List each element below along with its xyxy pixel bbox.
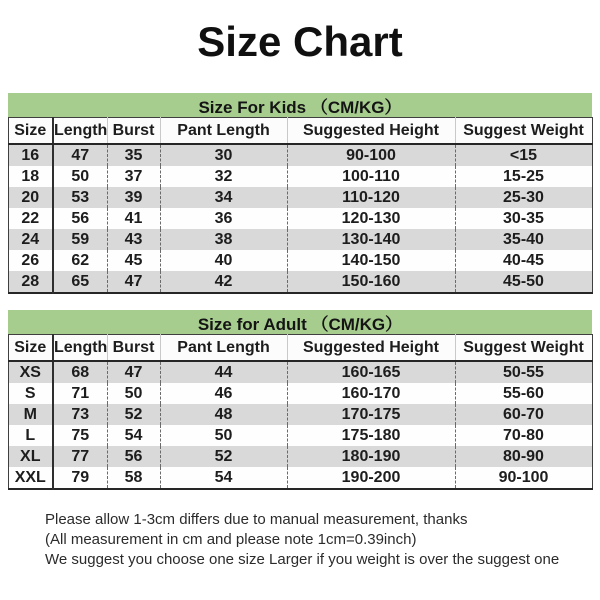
cell-pant-length: 50 bbox=[160, 425, 287, 446]
col-header-pant-length: Pant Length bbox=[160, 335, 287, 362]
cell-pant-length: 34 bbox=[160, 187, 287, 208]
cell-burst: 47 bbox=[107, 271, 160, 293]
kids-header-row bbox=[8, 118, 592, 145]
cell-size: M bbox=[23, 405, 37, 423]
cell-suggest-weight: 60-70 bbox=[455, 404, 592, 425]
cell-size: 20 bbox=[21, 188, 40, 206]
cell-pant-length: 42 bbox=[160, 271, 287, 293]
cell-suggest-weight: 15-25 bbox=[455, 166, 592, 187]
cell-length: 71 bbox=[53, 383, 107, 404]
cell-suggest-weight: 40-45 bbox=[455, 250, 592, 271]
cell-size: XS bbox=[19, 363, 41, 381]
cell-suggested-height: 120-130 bbox=[287, 208, 455, 229]
cell-length: 68 bbox=[53, 361, 107, 383]
footer-line-1: Please allow 1-3cm differs due to manual measurement, thanks bbox=[45, 511, 468, 528]
table-row bbox=[8, 383, 592, 404]
cell-size: L bbox=[25, 426, 36, 444]
table-row bbox=[8, 446, 592, 467]
cell-pant-length: 40 bbox=[160, 250, 287, 271]
table-row bbox=[8, 208, 592, 229]
cell-burst: 41 bbox=[107, 208, 160, 229]
adult-header-row bbox=[8, 335, 592, 362]
kids-section-band bbox=[8, 93, 592, 117]
cell-burst: 50 bbox=[107, 383, 160, 404]
cell-suggested-height: 130-140 bbox=[287, 229, 455, 250]
table-row bbox=[8, 144, 592, 166]
footer-line-2: (All measurement in cm and please note 1cm=0.39inch) bbox=[45, 531, 417, 548]
col-header-burst: Burst bbox=[107, 118, 160, 145]
cell-size: 28 bbox=[21, 272, 40, 290]
table-row bbox=[8, 361, 592, 383]
cell-suggest-weight: <15 bbox=[455, 144, 592, 166]
cell-size: XL bbox=[20, 447, 41, 465]
cell-suggested-height: 90-100 bbox=[287, 144, 455, 166]
cell-size: 18 bbox=[21, 167, 40, 185]
cell-suggested-height: 160-170 bbox=[287, 383, 455, 404]
cell-suggested-height: 100-110 bbox=[287, 166, 455, 187]
cell-suggest-weight: 55-60 bbox=[455, 383, 592, 404]
cell-pant-length: 44 bbox=[160, 361, 287, 383]
table-row bbox=[8, 166, 592, 187]
cell-length: 50 bbox=[53, 166, 107, 187]
cell-suggest-weight: 50-55 bbox=[455, 361, 592, 383]
cell-burst: 56 bbox=[107, 446, 160, 467]
cell-burst: 35 bbox=[107, 144, 160, 166]
cell-suggest-weight: 35-40 bbox=[455, 229, 592, 250]
cell-length: 73 bbox=[53, 404, 107, 425]
cell-burst: 37 bbox=[107, 166, 160, 187]
cell-suggested-height: 180-190 bbox=[287, 446, 455, 467]
col-header-pant-length: Pant Length bbox=[160, 118, 287, 145]
cell-suggested-height: 160-165 bbox=[287, 361, 455, 383]
cell-pant-length: 52 bbox=[160, 446, 287, 467]
cell-length: 77 bbox=[53, 446, 107, 467]
col-header-size: Size bbox=[8, 335, 53, 362]
cell-burst: 47 bbox=[107, 361, 160, 383]
cell-suggest-weight: 45-50 bbox=[455, 271, 592, 293]
col-header-suggested-height: Suggested Height bbox=[287, 335, 455, 362]
kids-section-title: Size For Kids （CM/KG） bbox=[198, 97, 402, 117]
cell-suggest-weight: 90-100 bbox=[455, 467, 592, 489]
adult-section-band bbox=[8, 310, 592, 334]
cell-pant-length: 54 bbox=[160, 467, 287, 489]
cell-length: 62 bbox=[53, 250, 107, 271]
cell-size: 26 bbox=[21, 251, 40, 269]
cell-suggested-height: 150-160 bbox=[287, 271, 455, 293]
cell-burst: 52 bbox=[107, 404, 160, 425]
cell-pant-length: 36 bbox=[160, 208, 287, 229]
cell-suggest-weight: 80-90 bbox=[455, 446, 592, 467]
col-header-suggest-weight: Suggest Weight bbox=[455, 335, 592, 362]
cell-pant-length: 32 bbox=[160, 166, 287, 187]
col-header-length: Length bbox=[53, 118, 107, 145]
cell-length: 75 bbox=[53, 425, 107, 446]
cell-size: 16 bbox=[21, 146, 40, 164]
cell-suggested-height: 175-180 bbox=[287, 425, 455, 446]
footer-line-3: We suggest you choose one size Larger if you weight is over the suggest one bbox=[45, 551, 560, 568]
cell-pant-length: 38 bbox=[160, 229, 287, 250]
table-row bbox=[8, 271, 592, 293]
table-row bbox=[8, 250, 592, 271]
cell-pant-length: 46 bbox=[160, 383, 287, 404]
cell-burst: 39 bbox=[107, 187, 160, 208]
cell-length: 79 bbox=[53, 467, 107, 489]
adult-section-title: Size for Adult （CM/KG） bbox=[197, 314, 403, 334]
col-header-suggested-height: Suggested Height bbox=[287, 118, 455, 145]
cell-size: S bbox=[24, 384, 36, 402]
cell-suggest-weight: 70-80 bbox=[455, 425, 592, 446]
page-title: Size Chart bbox=[197, 18, 403, 65]
table-row bbox=[8, 404, 592, 425]
cell-suggested-height: 190-200 bbox=[287, 467, 455, 489]
cell-pant-length: 48 bbox=[160, 404, 287, 425]
cell-suggested-height: 110-120 bbox=[287, 187, 455, 208]
cell-size: XXL bbox=[14, 468, 46, 486]
col-header-size: Size bbox=[8, 118, 53, 145]
table-row bbox=[8, 229, 592, 250]
cell-length: 65 bbox=[53, 271, 107, 293]
cell-length: 47 bbox=[53, 144, 107, 166]
cell-length: 56 bbox=[53, 208, 107, 229]
col-header-suggest-weight: Suggest Weight bbox=[455, 118, 592, 145]
cell-length: 59 bbox=[53, 229, 107, 250]
cell-burst: 43 bbox=[107, 229, 160, 250]
cell-burst: 45 bbox=[107, 250, 160, 271]
cell-size: 24 bbox=[21, 230, 40, 248]
footer-notes bbox=[45, 510, 600, 570]
cell-pant-length: 30 bbox=[160, 144, 287, 166]
cell-size: 22 bbox=[21, 209, 40, 227]
cell-burst: 54 bbox=[107, 425, 160, 446]
table-row bbox=[8, 187, 592, 208]
adult-size-table bbox=[8, 334, 593, 490]
col-header-burst: Burst bbox=[107, 335, 160, 362]
cell-suggest-weight: 25-30 bbox=[455, 187, 592, 208]
cell-length: 53 bbox=[53, 187, 107, 208]
col-header-length: Length bbox=[53, 335, 107, 362]
cell-suggested-height: 140-150 bbox=[287, 250, 455, 271]
cell-suggest-weight: 30-35 bbox=[455, 208, 592, 229]
table-row bbox=[8, 467, 592, 489]
kids-size-table bbox=[8, 117, 593, 294]
cell-suggested-height: 170-175 bbox=[287, 404, 455, 425]
cell-burst: 58 bbox=[107, 467, 160, 489]
table-row bbox=[8, 425, 592, 446]
